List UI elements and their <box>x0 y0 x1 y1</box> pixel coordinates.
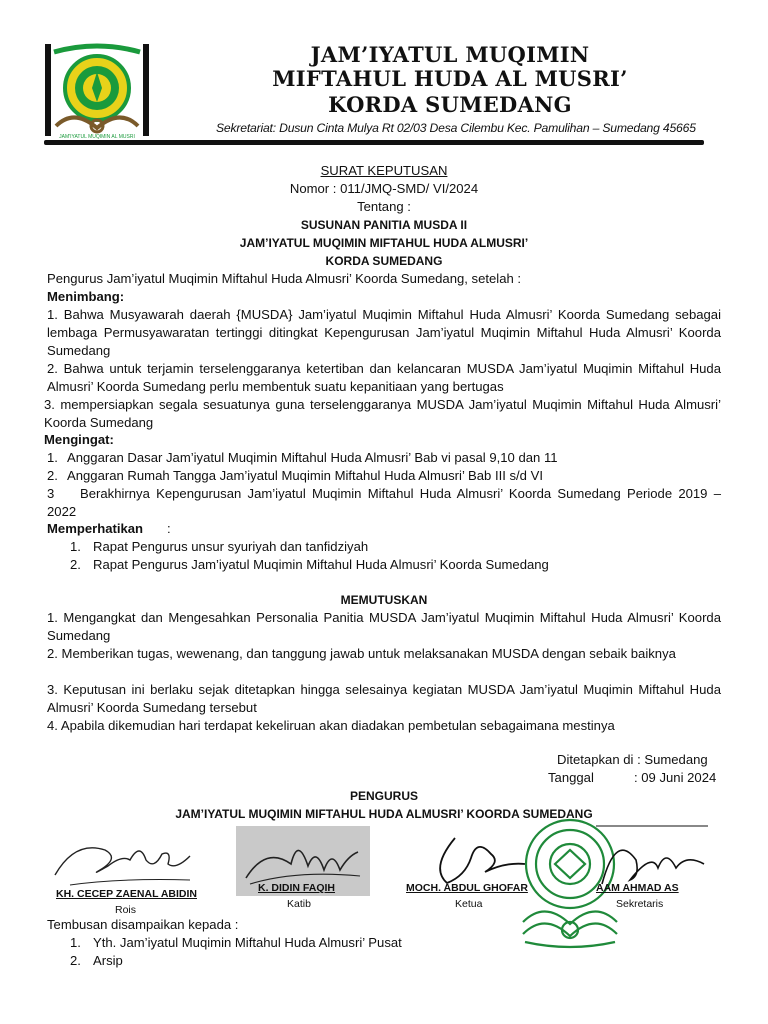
mengingat-num: 2. <box>47 468 58 483</box>
about-label: Tentang : <box>357 199 411 214</box>
signatory-role-katib: Katib <box>287 898 311 910</box>
signatory-name-rois: KH. CECEP ZAENAL ABIDIN <box>56 888 197 900</box>
memperhatikan-item: Rapat Pengurus unsur syuriyah dan tanfidziyah <box>93 539 369 554</box>
document-type: SURAT KEPUTUSAN <box>320 163 448 178</box>
org-title-line1: JAM’IYATUL MUQIMIN <box>310 42 590 67</box>
cc-item: Yth. Jam’iyatul Muqimin Miftahul Huda Almusri’ Pusat <box>93 935 402 950</box>
signatory-name-sekretaris: AAM AHMAD AS <box>596 882 679 894</box>
logo-text: JAM'IYATUL MUQIMIN AL MUSRI <box>59 134 135 140</box>
cc-num: 2. <box>70 953 81 968</box>
document-number: Nomor : 011/JMQ-SMD/ VI/2024 <box>289 181 479 196</box>
menimbang-label: Menimbang: <box>47 289 125 304</box>
cc-item: Arsip <box>93 953 123 968</box>
menimbang-item: 1. Bahwa Musyawarah daerah {MUSDA} Jam’iyatul Muqimin Miftahul Huda Almusri’ Koorda Sumedang sebagai lembaga Permusyawaratan tertinggi ditingkat Kepengurusan Jam’iyatul Muqimin Miftahul Huda Almusri’ Koorda Sumedang <box>47 307 721 358</box>
memperhatikan-num: 1. <box>70 539 81 554</box>
signatory-role-ketua: Ketua <box>455 898 483 910</box>
intro-text: Pengurus Jam’iyatul Muqimin Miftahul Huda Almusri’ Koorda Sumedang, setelah : <box>47 271 522 286</box>
organization-logo <box>44 42 150 140</box>
memutuskan-item: 4. Apabila dikemudian hari terdapat kekeliruan akan diadakan pembetulan sebagaimana mestinya <box>47 718 615 733</box>
memperhatikan-colon: : <box>167 521 171 536</box>
memperhatikan-item: Rapat Pengurus Jam’iyatul Muqimin Miftahul Huda Almusri’ Koorda Sumedang <box>93 557 549 572</box>
cc-label: Tembusan disampaikan kepada : <box>47 917 239 932</box>
enactment-date-value: : 09 Juni 2024 <box>634 770 717 785</box>
memperhatikan-num: 2. <box>70 557 81 572</box>
menimbang-item: 2. Bahwa untuk terjamin terselenggaranya ketertiban dan kelancaran MUSDA Jam’iyatul Muqimin Miftahul Huda Almusri’ Koorda Sumedang perlu membentuk suatu kepanitiaan yang bertugas <box>47 361 721 394</box>
mengingat-label: Mengingat: <box>44 432 114 447</box>
signatory-name-ketua: MOCH. ABDUL GHOFAR <box>406 882 528 894</box>
memutuskan-item: 3. Keputusan ini berlaku sejak ditetapkan hingga selesainya kegiatan MUSDA Jam’iyatul Muqimin Miftahul Huda Almusri’ Koorda Sumedang tersebut <box>47 682 721 715</box>
mengingat-num: 1. <box>47 450 58 465</box>
menimbang-item: 3. mempersiapkan segala sesuatunya guna terselenggaranya MUSDA Jam’iyatul Muqimin Miftahul Huda Almusri’ Koorda Sumedang <box>44 397 721 430</box>
subject-line3: KORDA SUMEDANG <box>325 254 443 268</box>
memperhatikan-label: Memperhatikan <box>47 521 144 536</box>
board-title: PENGURUS <box>349 789 418 803</box>
subject-line2: JAM’IYATUL MUQIMIN MIFTAHUL HUDA ALMUSRI’ <box>239 236 529 250</box>
mengingat-item: Berakhirnya Kepengurusan Jam’iyatul Muqimin Miftahul Huda Almusri’ Koorda Sumedang Periode 2019 – 2022 <box>47 486 721 519</box>
secretariat-address: Sekretariat: Dusun Cinta Mulya Rt 02/03 Desa Cilembu Kec. Pamulihan – Sumedang 45665 <box>216 121 696 135</box>
mengingat-item: Anggaran Rumah Tangga Jam’iyatul Muqimin Miftahul Huda Almusri’ Bab III s/d VI <box>67 468 543 483</box>
subject-line1: SUSUNAN PANITIA MUSDA II <box>300 218 468 232</box>
enactment-date-label: Tanggal <box>548 770 594 785</box>
memutuskan-label: MEMUTUSKAN <box>340 593 428 607</box>
memutuskan-item: 1. Mengangkat dan Mengesahkan Personalia Panitia MUSDA Jam’iyatul Muqimin Miftahul Huda Almusri’ Koorda Sumedang <box>47 610 721 643</box>
signatory-role-rois: Rois <box>115 904 137 916</box>
mengingat-item: Anggaran Dasar Jam’iyatul Muqimin Miftahul Huda Almusri’ Bab vi pasal 9,10 dan 11 <box>67 450 558 465</box>
org-title-line2: MIFTAHUL HUDA AL MUSRI’ <box>272 66 628 91</box>
cc-num: 1. <box>70 935 81 950</box>
signatory-role-sekretaris: Sekretaris <box>616 898 664 910</box>
letterhead-divider <box>44 140 704 145</box>
signature-rois <box>50 830 200 890</box>
org-title-line3: KORDA SUMEDANG <box>328 92 572 117</box>
mengingat-num: 3 <box>47 486 55 501</box>
enactment-place: Ditetapkan di : Sumedang <box>557 752 708 767</box>
memutuskan-item: 2. Memberikan tugas, wewenang, dan tanggung jawab untuk melaksanakan MUSDA dengan sebaik baiknya <box>47 646 676 661</box>
board-org: JAM’IYATUL MUQIMIN MIFTAHUL HUDA ALMUSRI’ KOORDA SUMEDANG <box>175 807 593 821</box>
signatory-name-katib: K. DIDIN FAQIH <box>258 882 336 894</box>
